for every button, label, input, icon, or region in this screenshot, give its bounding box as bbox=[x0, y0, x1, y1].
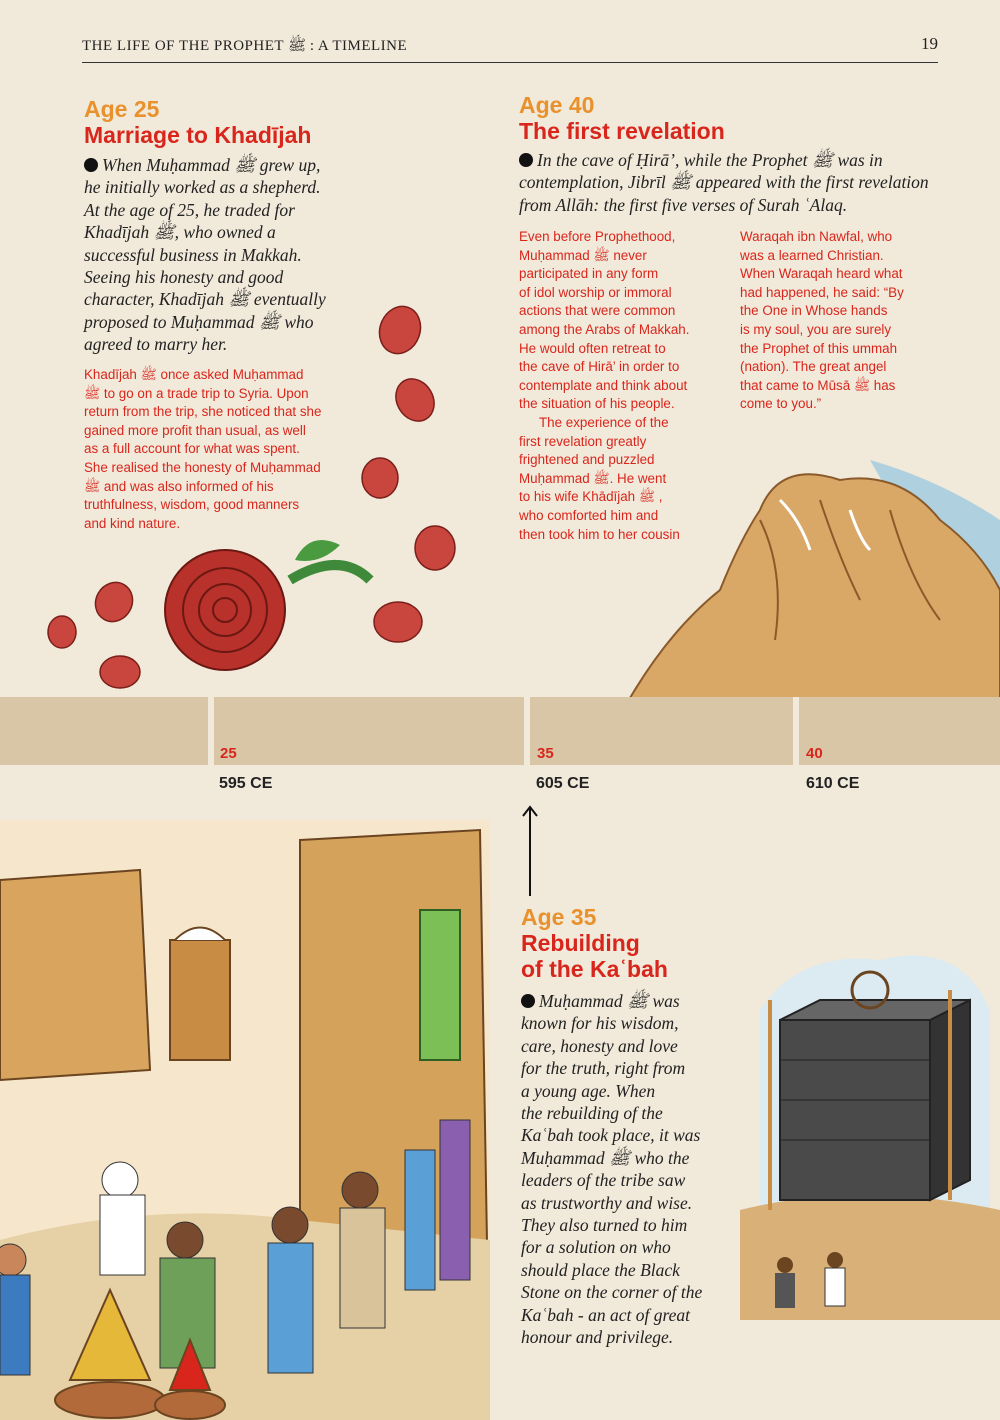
lead-line: the rebuilding of the bbox=[521, 1103, 663, 1124]
timeline-year: 605 CE bbox=[536, 775, 590, 792]
lead-line: known for his wisdom, bbox=[521, 1013, 679, 1034]
body-line: come to you.” bbox=[740, 396, 822, 412]
lead-line: leaders of the tribe saw bbox=[521, 1170, 686, 1191]
body-line: ﷺ to go on a trade trip to Syria. Upon bbox=[84, 385, 309, 401]
lead-line: honour and privilege. bbox=[521, 1327, 674, 1348]
rose-stem bbox=[290, 565, 370, 580]
market-illustration bbox=[0, 820, 490, 1420]
body-line: Waraqah ibn Nawfal, who bbox=[740, 229, 893, 244]
lead-line: Khadījah ﷺ, who owned a bbox=[84, 222, 276, 243]
petal-shape bbox=[48, 616, 76, 648]
lead-line: In the cave of Ḥirā’, while the Prophet ﷺ was in bbox=[519, 149, 969, 171]
body-line: Muḥammad ﷺ. He went bbox=[519, 470, 667, 486]
age-40-label: Age 40 bbox=[519, 92, 595, 118]
page-number: 19 bbox=[921, 34, 938, 53]
lead-line: Stone on the corner of the bbox=[521, 1282, 703, 1303]
running-header: THE LIFE OF THE PROPHET ﷺ : A TIMELINE bbox=[82, 38, 408, 54]
lead-line: as trustworthy and wise. bbox=[521, 1192, 693, 1213]
petal-shape bbox=[88, 576, 139, 629]
bullet-icon bbox=[84, 158, 98, 172]
lead-line: They also turned to him bbox=[521, 1215, 688, 1236]
header-rule bbox=[82, 62, 938, 63]
bullet-icon bbox=[519, 153, 533, 167]
body-line: When Waraqah heard what bbox=[740, 266, 903, 282]
body-line: who comforted him and bbox=[519, 507, 659, 523]
section-35-lead bbox=[521, 990, 751, 1349]
rose-petals-illustration bbox=[40, 300, 480, 700]
petal-shape bbox=[100, 656, 140, 688]
body-line: contemplate and think about bbox=[519, 377, 688, 393]
lead-line: for a solution on who bbox=[521, 1237, 671, 1258]
body-line: frightened and puzzled bbox=[519, 452, 655, 468]
body-line: the Prophet of this ummah bbox=[740, 340, 898, 356]
age-25-label: Age 25 bbox=[84, 96, 160, 122]
body-line: Even before Prophethood, bbox=[519, 229, 676, 244]
body-line: truthfulness, wisdom, good manners bbox=[84, 497, 300, 513]
body-line: was a learned Christian. bbox=[740, 247, 884, 263]
lead-line: should place the Black bbox=[521, 1259, 680, 1280]
section-40-body-col2 bbox=[740, 228, 960, 414]
petal-shape bbox=[362, 458, 398, 498]
age-35-label: Age 35 bbox=[521, 904, 597, 930]
body-line: He would often retreat to bbox=[519, 340, 666, 356]
timeline-year: 595 CE bbox=[219, 775, 273, 792]
body-line: that came to Mūsā ﷺ has bbox=[740, 377, 896, 393]
mountain-hira-illustration bbox=[610, 440, 1000, 698]
lead-line: from Allāh: the first five verses of Surah ʿAlaq. bbox=[519, 194, 848, 215]
body-line: actions that were common bbox=[519, 303, 676, 319]
petal-shape bbox=[374, 602, 422, 642]
lead-line: Muḥammad ﷺ who the bbox=[521, 1147, 690, 1168]
section-35-title bbox=[521, 930, 668, 982]
lead-line: contemplation, Jibrīl ﷺ appeared with the first revelation bbox=[519, 172, 929, 193]
body-line: (nation). The great angel bbox=[740, 359, 887, 375]
lead-line: care, honesty and love bbox=[521, 1035, 678, 1056]
petal-shape bbox=[415, 526, 455, 570]
timeline-divider bbox=[208, 697, 214, 765]
lead-line: Seeing his honesty and good bbox=[84, 267, 284, 288]
body-line: the One in Whose hands bbox=[740, 303, 888, 319]
lead-line: successful business in Makkah. bbox=[84, 244, 302, 265]
lead-line: agreed to marry her. bbox=[84, 334, 228, 355]
body-line: among the Arabs of Makkah. bbox=[519, 321, 690, 337]
body-line: of idol worship or immoral bbox=[519, 284, 672, 300]
rose-leaf bbox=[295, 540, 340, 561]
lead-line: Muḥammad ﷺ was bbox=[521, 990, 751, 1012]
body-line: first revelation greatly bbox=[519, 433, 647, 449]
body-line: the cave of Hirā’ in order to bbox=[519, 359, 680, 375]
body-line: Khadījah ﷺ once asked Muḥammad bbox=[84, 367, 304, 382]
section-40-title: The first revelation bbox=[519, 118, 725, 144]
lead-line: When Muḥammad ﷺ grew up, bbox=[84, 154, 384, 176]
lead-line: At the age of 25, he traded for bbox=[84, 199, 295, 220]
timeline-year: 610 CE bbox=[806, 775, 860, 792]
body-line: to his wife Khādījah ﷺ , bbox=[519, 489, 663, 505]
timeline-divider bbox=[793, 697, 799, 765]
body-line: ﷺ and was also informed of his bbox=[84, 478, 274, 494]
timeline-age-marker: 40 bbox=[806, 745, 823, 762]
bullet-icon bbox=[521, 994, 535, 1008]
arrow-up-icon bbox=[520, 804, 540, 896]
lead-line: a young age. When bbox=[521, 1080, 656, 1101]
timeline-band bbox=[0, 697, 1000, 765]
body-line: The experience of the bbox=[539, 414, 669, 430]
title-line: of the Kaʿbah bbox=[521, 956, 668, 982]
body-line: the situation of his people. bbox=[519, 396, 675, 412]
body-line: return from the trip, she noticed that she bbox=[84, 404, 322, 420]
lead-line: character, Khadījah ﷺ eventually bbox=[84, 289, 326, 310]
petal-shape bbox=[388, 372, 441, 428]
kaaba-construction-illustration bbox=[740, 930, 1000, 1320]
title-line: Rebuilding bbox=[521, 930, 640, 956]
body-line: then took him to her cousin bbox=[519, 526, 680, 542]
lead-line: for the truth, right from bbox=[521, 1058, 686, 1079]
section-40-lead bbox=[519, 149, 969, 216]
body-line: Muḥammad ﷺ never bbox=[519, 247, 647, 263]
timeline-age-marker: 35 bbox=[537, 745, 554, 762]
section-25-title: Marriage to Khadījah bbox=[84, 122, 312, 148]
lead-line: he initially worked as a shepherd. bbox=[84, 177, 321, 198]
body-line: gained more profit than usual, as well bbox=[84, 422, 306, 438]
lead-line: proposed to Muḥammad ﷺ who bbox=[84, 311, 314, 332]
lead-line: Kaʿbah took place, it was bbox=[521, 1125, 701, 1146]
petal-shape bbox=[373, 301, 427, 360]
body-line: had happened, he said: “By bbox=[740, 284, 904, 300]
body-line: She realised the honesty of Muḥammad bbox=[84, 459, 321, 475]
timeline-age-marker: 25 bbox=[220, 745, 237, 762]
timeline-divider bbox=[524, 697, 530, 765]
body-line: is my soul, you are surely bbox=[740, 321, 892, 337]
lead-line: Kaʿbah - an act of great bbox=[521, 1304, 690, 1325]
body-line: as a full account for what was spent. bbox=[84, 441, 300, 457]
body-line: and kind nature. bbox=[84, 515, 181, 531]
body-line: participated in any form bbox=[519, 266, 659, 282]
